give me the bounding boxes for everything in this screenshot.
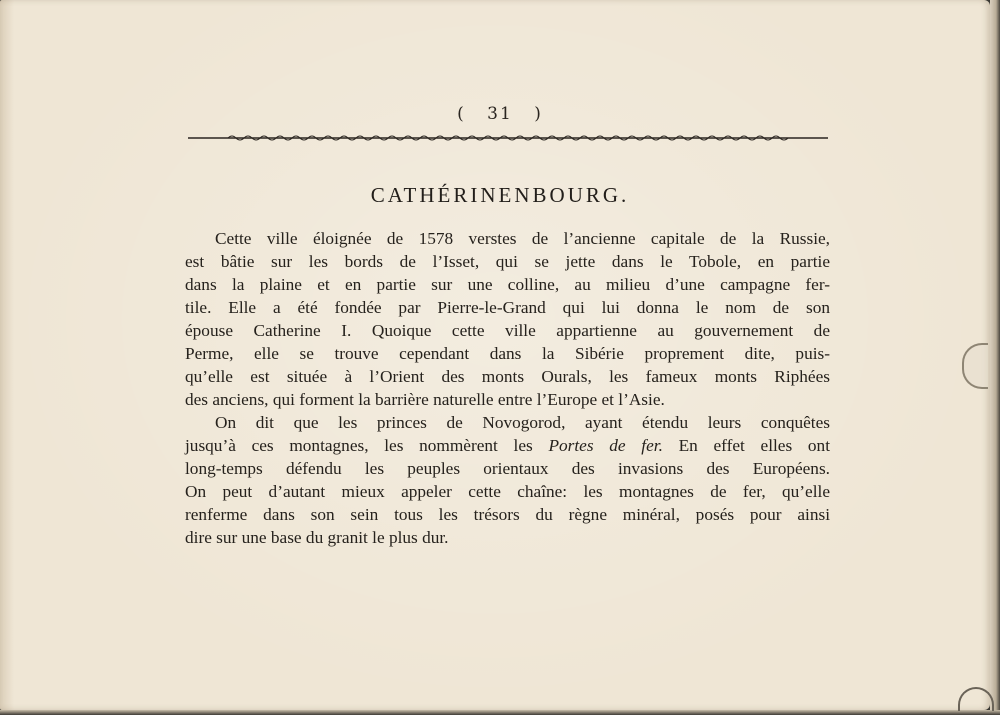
text-line: Cette ville éloignée de 1578 verstes de l’ancienne capitale de la Russie, <box>215 229 830 248</box>
text-line: renferme dans son sein tous les trésors du règne minéral, posés pour ainsi <box>185 505 830 524</box>
text-line: long-temps défendu les peuples orientaux des invasions des Européens. <box>185 459 830 478</box>
text-line: dire sur une base du granit le plus dur. <box>185 528 449 547</box>
italic-phrase: Portes de fer. <box>548 436 663 455</box>
binding-clip <box>962 343 988 389</box>
text-segment: En effet elles ont <box>678 436 830 455</box>
text-line: On dit que les princes de Novogorod, ayant étendu leurs conquêtes <box>215 413 830 432</box>
folio-number: 31 <box>487 104 513 124</box>
paragraph-1 <box>185 227 830 411</box>
text-segment: jusqu’à ces montagnes, les nommèrent les <box>185 436 533 455</box>
text-line <box>185 434 830 457</box>
decorative-rule <box>188 134 828 142</box>
body-text <box>185 227 830 549</box>
text-line: dans la plaine et en partie sur une colline, au milieu d’une campagne fer- <box>185 275 830 294</box>
page-edge <box>990 0 1000 715</box>
page-number <box>0 104 1000 124</box>
folio-open-paren: ( <box>457 104 466 124</box>
text-line: tile. Elle a été fondée par Pierre-le-Grand qui lui donna le nom de son <box>185 298 830 317</box>
folio-close-paren: ) <box>534 104 543 124</box>
page-title: CATHÉRINENBOURG. <box>370 183 630 207</box>
text-line: Perme, elle se trouve cependant dans la Sibérie proprement dite, puis- <box>185 344 830 363</box>
bottom-edge <box>0 710 1000 715</box>
text-line: épouse Catherine I. Quoique cette ville appartienne au gouvernement de <box>185 321 830 340</box>
text-line: des anciens, qui forment la barrière naturelle entre l’Europe et l’Asie. <box>185 390 665 409</box>
text-line: On peut d’autant mieux appeler cette chaîne: les montagnes de fer, qu’elle <box>185 482 830 501</box>
paragraph-2 <box>185 411 830 549</box>
text-line: qu’elle est située à l’Orient des monts Ourals, les fameux monts Riphées <box>185 367 830 386</box>
text-line: est bâtie sur les bords de l’Isset, qui se jette dans le Tobole, en partie <box>185 252 830 271</box>
